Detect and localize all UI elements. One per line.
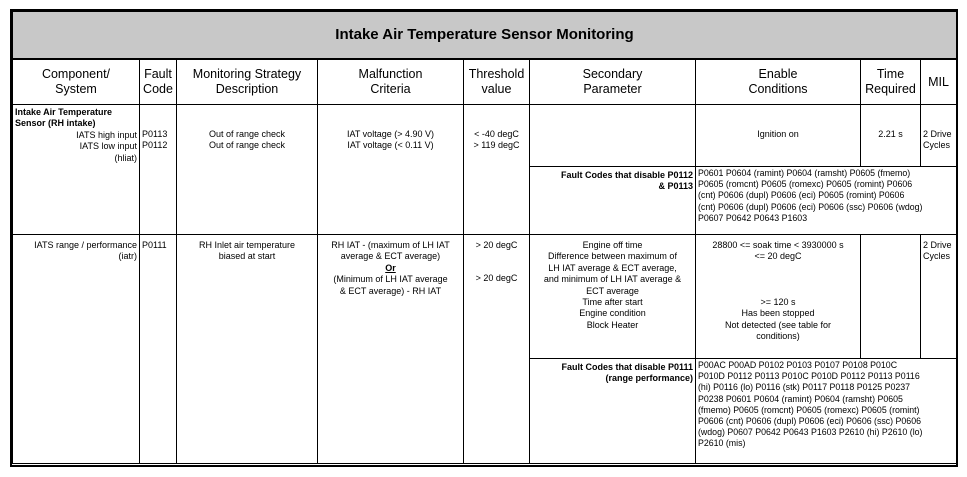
disable-codes-range-line: P00AC P00AD P0102 P0103 P0107 P0108 P010C xyxy=(698,360,898,370)
fault-code-high: P0113 xyxy=(142,129,168,139)
cell-time-range xyxy=(861,235,921,359)
disable-codes-circuit-line: P0607 P0642 P0643 P1603 xyxy=(698,212,808,223)
cell-threshold-range xyxy=(464,235,530,464)
header-enable-line-2: Conditions xyxy=(748,82,808,96)
component-title-line-1: Intake Air Temperature xyxy=(15,107,113,117)
cell-secondary-circuit xyxy=(530,105,696,167)
table-row-iats-circuit xyxy=(13,105,957,167)
malfunction-low: IAT voltage (< 0.11 V) xyxy=(347,140,434,151)
enable-engine-condition: Has been stopped xyxy=(741,308,815,319)
cell-component-range xyxy=(13,235,140,464)
cell-disable-codes-circuit xyxy=(696,167,957,235)
cell-strategy-range xyxy=(177,235,318,464)
disable-codes-range-line: (fmemo) P0605 (romcnt) P0605 (romexc) P0605 (romint) xyxy=(698,404,920,415)
secondary-difference-line-1: Difference between maximum of xyxy=(548,251,677,262)
cell-enable-range xyxy=(696,235,861,359)
header-component xyxy=(13,59,140,105)
header-component-line-2: System xyxy=(55,82,97,96)
header-malfunction-line-1: Malfunction xyxy=(358,67,423,81)
page-title: Intake Air Temperature Sensor Monitoring xyxy=(13,12,957,60)
header-strategy xyxy=(177,59,318,105)
disable-codes-range-line: P0606 (cnt) P0606 (dupl) P0606 (eci) P0606 (ssc) P0606 xyxy=(698,416,921,427)
threshold-high: < -40 degC xyxy=(474,129,519,139)
threshold-range-b: > 20 degC xyxy=(475,273,518,284)
mil-range-line-1: 2 Drive xyxy=(923,240,952,250)
cell-malfunction-range xyxy=(318,235,464,464)
cell-strategy-circuit xyxy=(177,105,318,235)
header-time-line-1: Time xyxy=(876,67,905,81)
document-table-frame xyxy=(10,9,958,467)
header-enable-line-1: Enable xyxy=(758,67,798,81)
header-secondary-line-1: Secondary xyxy=(582,67,643,81)
secondary-block-heater: Block Heater xyxy=(586,319,639,330)
monitoring-table xyxy=(12,11,957,464)
header-secondary xyxy=(530,59,696,105)
header-component-line-1: Component/ xyxy=(41,67,111,81)
strategy-range-line-1: RH Inlet air temperature xyxy=(198,240,296,250)
header-strategy-line-1: Monitoring Strategy xyxy=(192,67,302,81)
secondary-engine-condition: Engine condition xyxy=(579,308,646,319)
cell-threshold-circuit xyxy=(464,105,530,235)
secondary-difference-line-4: ECT average xyxy=(586,285,639,296)
table-row-iats-range xyxy=(13,235,957,359)
mil-circuit-line-2: Cycles xyxy=(923,140,951,151)
header-time xyxy=(861,59,921,105)
component-range-line-2: (iatr) xyxy=(118,251,137,262)
header-enable xyxy=(696,59,861,105)
secondary-difference-line-2: LH IAT average & ECT average, xyxy=(548,262,677,273)
component-low-input: IATS low input xyxy=(79,141,137,152)
threshold-low: > 119 degC xyxy=(473,140,520,151)
strategy-low: Out of range check xyxy=(208,140,286,151)
cell-fault-codes-circuit xyxy=(140,105,177,235)
strategy-high: Out of range check xyxy=(208,129,286,139)
disable-label-range-line-1: Fault Codes that disable P0111 xyxy=(561,362,693,372)
disable-codes-range-line: (hi) P0116 (lo) P0116 (stk) P0117 P0118 P0125 P0237 xyxy=(698,382,911,393)
disable-codes-range-line: P010D P0112 P0113 P010C P010D P0112 P0113 P0116 xyxy=(698,371,920,382)
header-threshold xyxy=(464,59,530,105)
enable-soak-time: 28800 <= soak time < 3930000 s xyxy=(712,240,844,250)
component-monitor-id: (hliat) xyxy=(114,152,137,163)
component-title-line-2: Sensor (RH intake) xyxy=(15,118,96,129)
disable-label-range-line-2: (range performance) xyxy=(605,373,693,384)
fault-code-low: P0112 xyxy=(142,140,168,151)
cell-disable-label-circuit xyxy=(530,167,696,235)
component-range-line-1: IATS range / performance xyxy=(34,240,137,250)
cell-mil-circuit xyxy=(921,105,957,167)
header-threshold-line-2: value xyxy=(481,82,512,96)
disable-codes-circuit-line: P0605 (romcnt) P0605 (romexc) P0605 (romint) P0606 xyxy=(698,179,913,190)
cell-secondary-range xyxy=(530,235,696,359)
cell-fault-code-range: P0111 xyxy=(140,235,177,464)
header-fault-code-line-1: Fault xyxy=(144,67,172,81)
header-secondary-line-2: Parameter xyxy=(583,82,642,96)
header-fault-code xyxy=(140,59,177,105)
malfunction-range-b-line-2: & ECT average) - RH IAT xyxy=(339,285,442,296)
cell-malfunction-circuit xyxy=(318,105,464,235)
header-strategy-line-2: Description xyxy=(215,82,279,96)
header-malfunction xyxy=(318,59,464,105)
enable-difference: <= 20 degC xyxy=(754,251,802,262)
mil-circuit-line-1: 2 Drive xyxy=(923,129,952,139)
enable-block-heater-line-1: Not detected (see table for xyxy=(724,319,832,330)
disable-codes-circuit-line: (cnt) P0606 (dupl) P0606 (eci) P0606 (ssc) P0606 (wdog) xyxy=(698,201,923,212)
header-row xyxy=(13,59,957,105)
mil-range-line-2: Cycles xyxy=(923,251,951,262)
disable-label-circuit-line-2: & P0113 xyxy=(658,181,693,192)
disable-label-circuit-line-1: Fault Codes that disable P0112 xyxy=(560,170,693,180)
header-threshold-line-1: Threshold xyxy=(468,67,525,81)
malfunction-range-a-line-1: RH IAT - (maximum of LH IAT xyxy=(331,240,450,250)
enable-time-after-start: >= 120 s xyxy=(760,296,796,307)
cell-disable-label-range xyxy=(530,359,696,464)
enable-block-heater-line-2: conditions) xyxy=(756,331,800,342)
malfunction-high: IAT voltage (> 4.90 V) xyxy=(347,129,434,139)
disable-codes-circuit-line: (cnt) P0606 (dupl) P0606 (eci) P0605 (romint) P0606 xyxy=(698,190,905,201)
secondary-difference-line-3: and minimum of LH IAT average & xyxy=(543,274,682,285)
secondary-time-after-start: Time after start xyxy=(582,297,643,308)
component-high-input: IATS high input xyxy=(76,129,137,140)
cell-disable-codes-range xyxy=(696,359,957,464)
cell-mil-range xyxy=(921,235,957,359)
cell-component-circuit xyxy=(13,105,140,235)
header-time-line-2: Required xyxy=(865,82,916,96)
strategy-range-line-2: biased at start xyxy=(218,251,276,262)
disable-codes-circuit-line: P0601 P0604 (ramint) P0604 (ramsht) P0605 (fmemo) xyxy=(698,168,911,178)
disable-codes-range-line: (wdog) P0607 P0642 P0643 P1603 P2610 (hi) P2610 (lo) xyxy=(698,427,923,438)
disable-codes-range-line: P2610 (mis) xyxy=(698,438,746,449)
cell-time-circuit: 2.21 s xyxy=(861,105,921,167)
malfunction-range-b-line-1: (Minimum of LH IAT average xyxy=(333,274,448,285)
secondary-engine-off-time: Engine off time xyxy=(582,240,643,250)
header-fault-code-line-2: Code xyxy=(143,82,173,96)
malfunction-range-a-line-2: average & ECT average) xyxy=(340,251,441,262)
disable-codes-range-line: P0238 P0601 P0604 (ramint) P0604 (ramsht) P0605 xyxy=(698,393,903,404)
cell-enable-circuit: Ignition on xyxy=(696,105,861,167)
header-mil: MIL xyxy=(921,59,957,105)
header-malfunction-line-2: Criteria xyxy=(370,82,411,96)
malfunction-or-label: Or xyxy=(385,262,396,273)
threshold-range-a: > 20 degC xyxy=(475,240,518,250)
